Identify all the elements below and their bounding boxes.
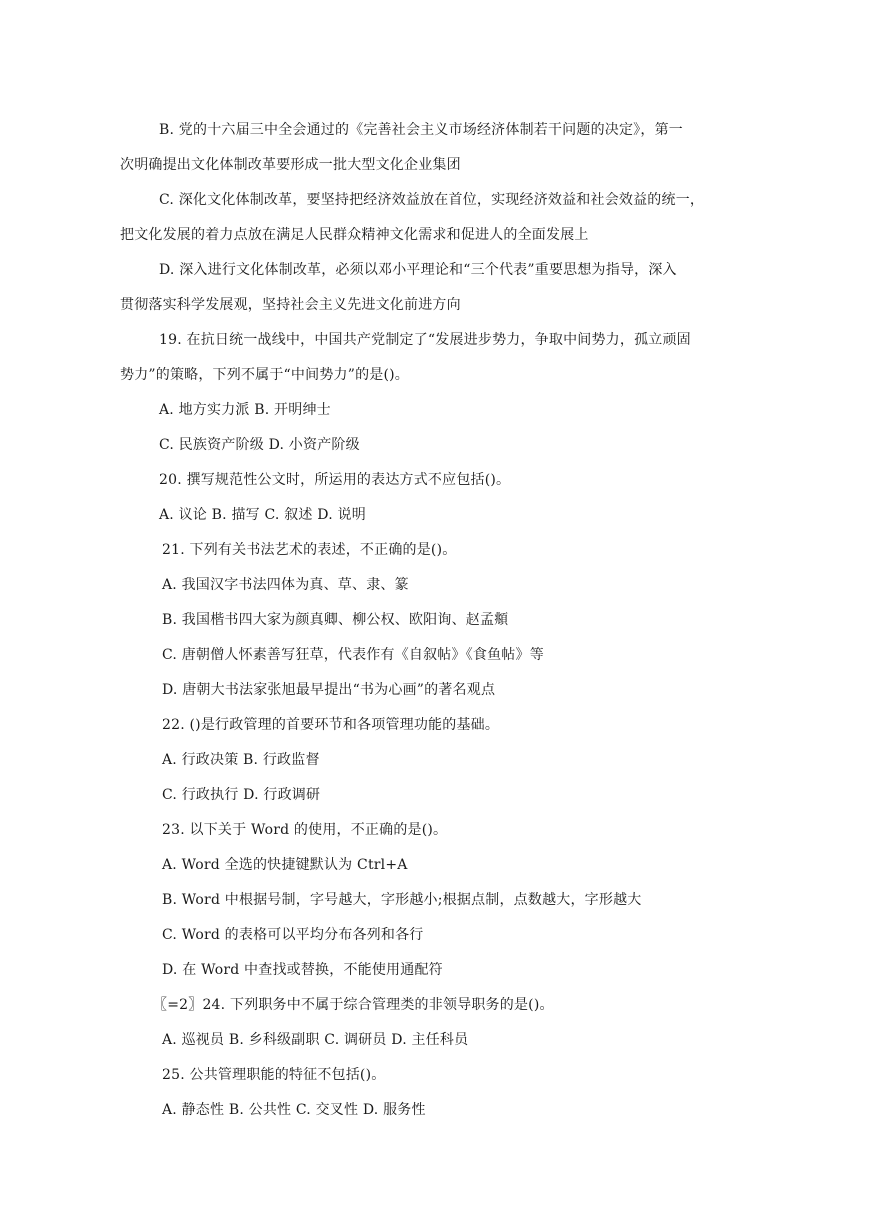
question-25: 25. 公共管理职能的特征不包括()。 <box>162 1067 386 1083</box>
option-text: C. 深化文化体制改革，要坚持把经济效益放在首位，实现经济效益和社会效益的统一， <box>159 192 705 208</box>
question-22: 22. ()是行政管理的首要环节和各项管理功能的基础。 <box>162 717 500 733</box>
question-19-options-ab: A. 地方实力派 B. 开明绅士 <box>159 402 331 418</box>
question-25-options: A. 静态性 B. 公共性 C. 交叉性 D. 服务性 <box>162 1102 426 1118</box>
question-20-options: A. 议论 B. 描写 C. 叙述 D. 说明 <box>159 507 366 523</box>
question-22-options-cd: C. 行政执行 D. 行政调研 <box>162 787 321 803</box>
question-19-options-cd: C. 民族资产阶级 D. 小资产阶级 <box>159 437 360 453</box>
option-text: D. 深入进行文化体制改革，必须以邓小平理论和“三个代表”重要思想为指导，深入 <box>159 262 677 278</box>
question-23-option-b: B. Word 中根据号制，字号越大，字形越小;根据点制，点数越大，字形越大 <box>162 892 642 908</box>
question-21-option-b: B. 我国楷书四大家为颜真卿、柳公权、欧阳询、赵孟頫 <box>162 612 509 628</box>
question-23: 23. 以下关于 Word 的使用，不正确的是()。 <box>162 822 448 838</box>
question-20: 20. 撰写规范性公文时，所运用的表达方式不应包括()。 <box>159 472 511 488</box>
question-21: 21. 下列有关书法艺术的表述，不正确的是()。 <box>162 542 457 558</box>
option-text: B. 党的十六届三中全会通过的《完善社会主义市场经济体制若干问题的决定》，第一 <box>159 122 683 138</box>
question-24: 〖=2〗24. 下列职务中不属于综合管理类的非领导职务的是()。 <box>153 997 554 1013</box>
question-19: 19. 在抗日统一战线中，中国共产党制定了“发展进步势力，争取中间势力，孤立顽固 <box>159 332 691 348</box>
question-23-option-c: C. Word 的表格可以平均分布各列和各行 <box>162 927 424 943</box>
question-24-options: A. 巡视员 B. 乡科级副职 C. 调研员 D. 主任科员 <box>162 1032 469 1048</box>
option-text-continued: 贯彻落实科学发展观，坚持社会主义先进文化前进方向 <box>120 297 461 313</box>
question-23-option-a: A. Word 全选的快捷键默认为 Ctrl+A <box>162 857 408 873</box>
question-21-option-c: C. 唐朝僧人怀素善写狂草，代表作有《自叙帖》《食鱼帖》等 <box>162 647 544 663</box>
option-text-continued: 把文化发展的着力点放在满足人民群众精神文化需求和促进人的全面发展上 <box>120 227 589 243</box>
question-19-continued: 势力”的策略，下列不属于“中间势力”的是()。 <box>120 367 409 383</box>
question-22-options-ab: A. 行政决策 B. 行政监督 <box>162 752 320 768</box>
question-21-option-a: A. 我国汉字书法四体为真、草、隶、篆 <box>162 577 409 593</box>
question-23-option-d: D. 在 Word 中查找或替换，不能使用通配符 <box>162 962 443 978</box>
question-21-option-d: D. 唐朝大书法家张旭最早提出“书为心画”的著名观点 <box>162 682 496 698</box>
option-text-continued: 次明确提出文化体制改革要形成一批大型文化企业集团 <box>120 157 461 173</box>
